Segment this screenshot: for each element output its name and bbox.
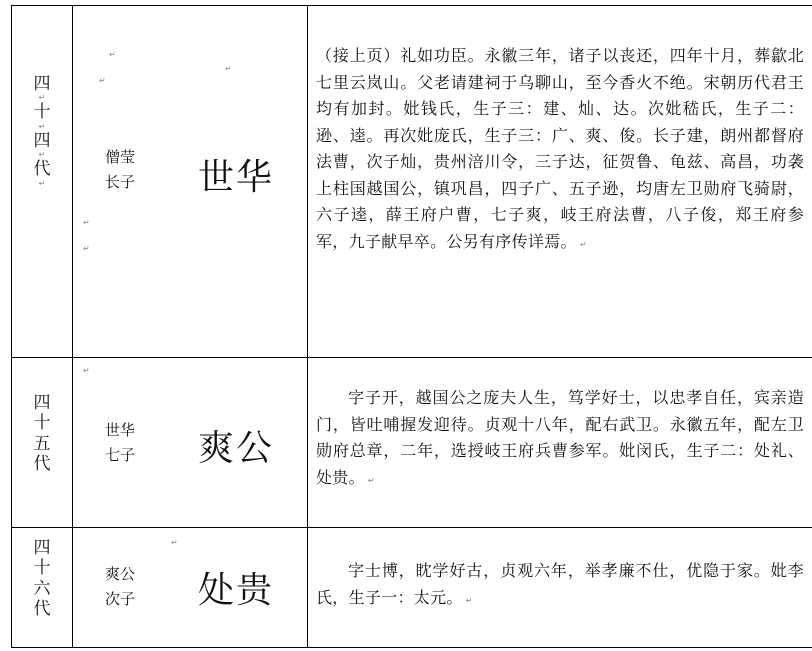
- parent-name: 世华: [105, 421, 136, 439]
- paragraph-mark-icon: ↵: [38, 93, 46, 103]
- name-cell: [73, 358, 308, 528]
- generation-cell: [12, 358, 73, 528]
- relation-label: 长子: [105, 173, 136, 191]
- biography-text: 字子开，越国公之庞夫人生，笃学好士，以忠孝自任，宾亲造门，皆吐哺握发迎待。贞观十八年，配右武卫。永徽五年，配左卫勋府总章，二年，选授岐王府兵曹参军。妣闵氏，生子二：处礼、处贵。: [316, 388, 804, 487]
- biography-cell: [308, 6, 812, 358]
- generation-char: 十: [33, 102, 51, 123]
- table-row: [12, 6, 812, 358]
- generation-char: 四: [33, 538, 51, 558]
- generation-char: 代: [33, 599, 51, 620]
- parent-name: 僧莹: [105, 148, 136, 166]
- generation-char: 十: [33, 413, 51, 434]
- paragraph-mark-icon: ↵: [367, 475, 375, 485]
- paragraph-mark-icon: ↵: [579, 239, 587, 249]
- relation-label: 七子: [105, 446, 136, 464]
- name-cell: [73, 6, 308, 358]
- given-name: 处贵: [198, 570, 275, 611]
- generation-char: 六: [33, 578, 51, 599]
- generation-char: 代: [33, 159, 51, 180]
- generation-char: 四: [33, 130, 51, 151]
- generation-char: 代: [33, 454, 51, 475]
- paragraph-mark-icon: ↵: [465, 595, 473, 605]
- table-row: [12, 358, 812, 528]
- paragraph-mark-icon: ↵: [83, 218, 90, 227]
- name-cell: [73, 528, 308, 648]
- generation-cell: [12, 6, 73, 358]
- paragraph-mark-icon: ↵: [38, 178, 46, 188]
- generation-cell: [12, 528, 73, 648]
- parent-name: 爽公: [105, 565, 136, 583]
- generation-char: 五: [33, 433, 51, 454]
- generation-char: 十: [33, 558, 51, 579]
- paragraph-mark-icon: ↵: [83, 366, 90, 375]
- generation-char: 四: [33, 74, 51, 94]
- table-row: [12, 528, 812, 648]
- paragraph-mark-icon: ↵: [171, 538, 178, 547]
- paragraph-mark-icon: ↵: [38, 121, 46, 131]
- biography-text: 字士博，眈学好古，贞观六年，举孝廉不仕，优隐于家。妣李氏，生子一：太元。: [316, 561, 804, 607]
- paragraph-mark-icon: ↵: [225, 64, 232, 73]
- relation-label: 次子: [105, 590, 136, 608]
- paragraph-mark-icon: ↵: [38, 150, 46, 160]
- paragraph-mark-icon: ↵: [99, 76, 106, 85]
- genealogy-table: [11, 5, 812, 648]
- paragraph-mark-icon: ↵: [109, 50, 116, 59]
- biography-text: （接上页）礼如功臣。永徽三年，诸子以丧还，四年十月，葬歙北七里云岚山。父老请建祠于乌聊山，至今香火不绝。宋朝历代君王均有加封。妣钱氏，生子三：建、灿、达。次妣嵇氏，生子二：逊、逵。再次妣庞氏，生子三：广、爽、俊。长子建，朗州都督府法曹，次子灿，贵州涪川令，三子达，征贺鲁、龟兹、高昌，功袭上柱国越国公，镇巩昌，四子广、五子逊，均唐左卫勋府飞骑尉，六子逵，薛王府户曹，七子爽，岐王府法曹，八子俊，郑王府参军，九子献早卒。公另有序传详焉。: [316, 46, 804, 251]
- generation-char: 四: [33, 393, 51, 413]
- given-name: 爽公: [198, 428, 275, 469]
- biography-cell: [308, 358, 812, 528]
- paragraph-mark-icon: ↵: [83, 244, 90, 253]
- given-name: 世华: [198, 157, 275, 198]
- biography-cell: [308, 528, 812, 648]
